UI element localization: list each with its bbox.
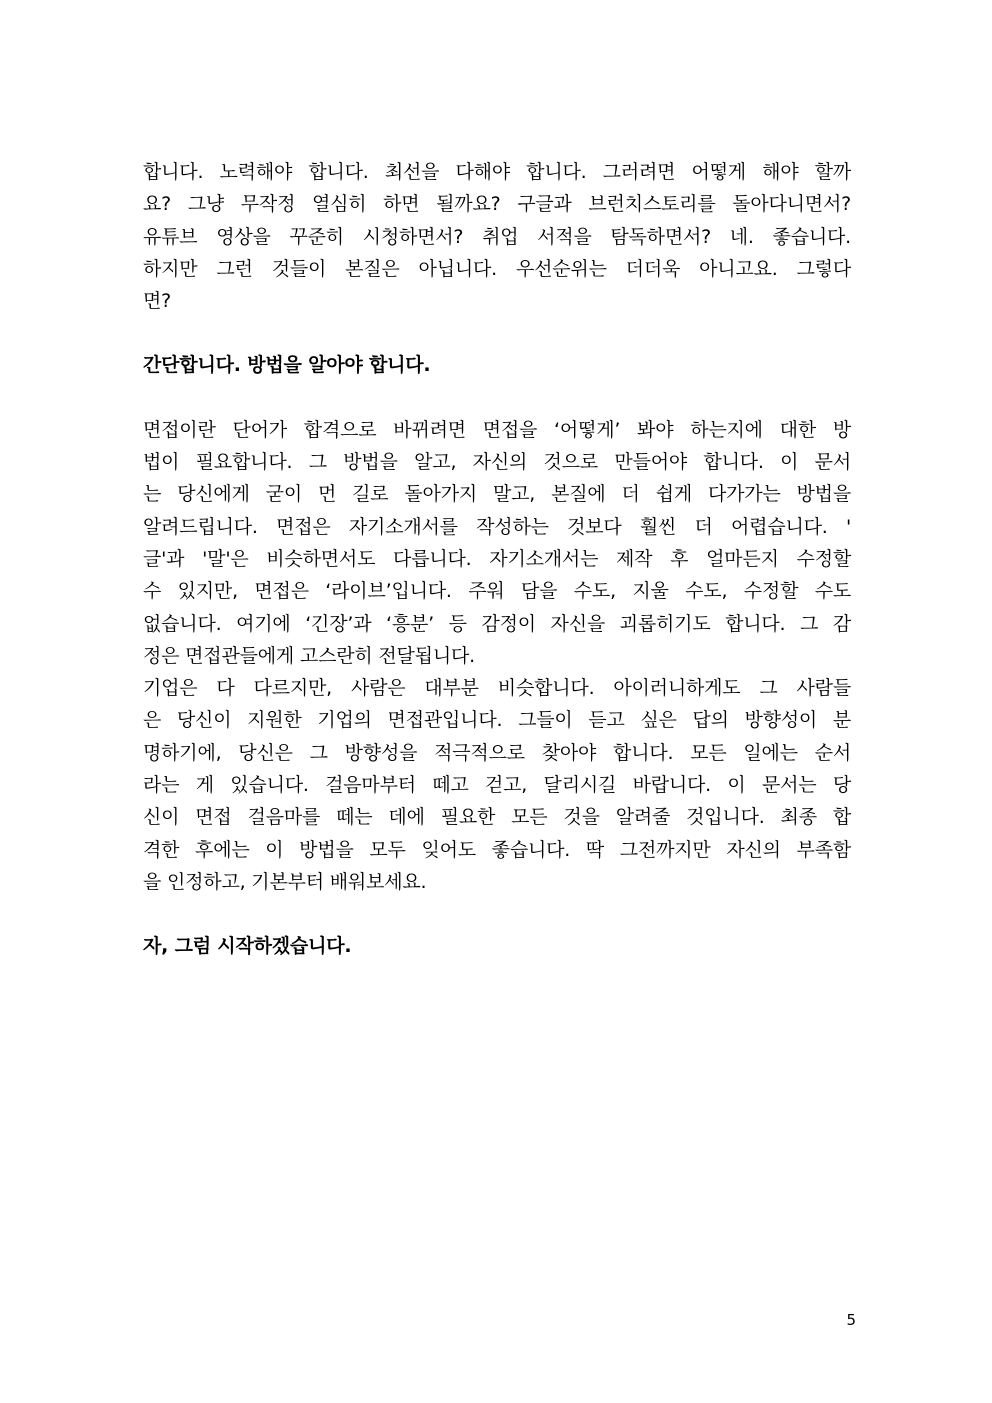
bold-statement: [143, 349, 851, 381]
paragraph-method: [143, 414, 851, 898]
paragraph-line: 격한 후에는 이 방법을 모두 잊어도 좋습니다. 딱 그전까지만 자신의 부족함: [143, 838, 851, 861]
paragraph-line: 는 당신에게 굳이 먼 길로 돌아가지 말고, 본질에 더 쉽게 다가가는 방법을: [143, 483, 851, 506]
paragraph-line: 면접이란 단어가 합격으로 바뀌려면 면접을 ‘어떻게’ 봐야 하는지에 대한 방: [143, 418, 851, 441]
paragraph-line: 은 당신이 지원한 기업의 면접관입니다. 그들이 듣고 싶은 답의 방향성이 분: [143, 709, 851, 732]
paragraph-line: 하지만 그런 것들이 본질은 아닙니다. 우선순위는 더더욱 아니고요. 그렇다: [143, 257, 851, 280]
paragraph-spacer: [143, 317, 851, 349]
paragraph-intro: [143, 156, 851, 317]
paragraph-line: 요? 그냥 무작정 열심히 하면 될까요? 구글과 브런치스토리를 돌아다니면서?: [143, 193, 851, 216]
paragraph-line: 글'과 '말'은 비슷하면서도 다릅니다. 자기소개서는 제작 후 얼마든지 수정할: [143, 547, 851, 570]
paragraph-spacer: [143, 382, 851, 414]
paragraph-line: 기업은 다 다르지만, 사람은 대부분 비슷합니다. 아이러니하게도 그 사람들: [143, 677, 851, 700]
paragraph-line: 명하기에, 당신은 그 방향성을 적극적으로 찾아야 합니다. 모든 일에는 순서: [143, 741, 851, 764]
paragraph-line: 면?: [143, 290, 172, 313]
paragraph-line: 을 인정하고, 기본부터 배워보세요.: [143, 870, 427, 893]
paragraph-line: 라는 게 있습니다. 걸음마부터 떼고 걷고, 달리시길 바랍니다. 이 문서는 당: [143, 774, 851, 797]
paragraph-line: 법이 필요합니다. 그 방법을 알고, 자신의 것으로 만들어야 합니다. 이 문서: [143, 451, 851, 474]
paragraph-line: 정은 면접관들에게 고스란히 전달됩니다.: [143, 644, 475, 667]
bold-line: 간단합니다. 방법을 알아야 합니다.: [143, 354, 431, 377]
paragraph-line: 유튜브 영상을 꾸준히 시청하면서? 취업 서적을 탐독하면서? 네. 좋습니다.: [143, 225, 851, 248]
paragraph-line: 알려드립니다. 면접은 자기소개서를 작성하는 것보다 훨씬 더 어렵습니다. ': [143, 515, 851, 538]
paragraph-line: 수 있지만, 면접은 ‘라이브’입니다. 주워 담을 수도, 지울 수도, 수정할 수도: [143, 580, 851, 603]
paragraph-line: 없습니다. 여기에 ‘긴장’과 ‘흥분’ 등 감정이 자신을 괴롭히기도 합니다. 그 감: [143, 612, 851, 635]
bold-closing: [143, 930, 851, 962]
page-body: [143, 156, 851, 963]
paragraph-line: 신이 면접 걸음마를 떼는 데에 필요한 모든 것을 알려줄 것입니다. 최종 합: [143, 806, 851, 829]
paragraph-line: 합니다. 노력해야 합니다. 최선을 다해야 합니다. 그러려면 어떻게 해야 할까: [143, 161, 851, 183]
page-number: 5: [846, 1311, 856, 1329]
bold-line: 자, 그럼 시작하겠습니다.: [143, 935, 352, 958]
paragraph-spacer: [143, 898, 851, 930]
